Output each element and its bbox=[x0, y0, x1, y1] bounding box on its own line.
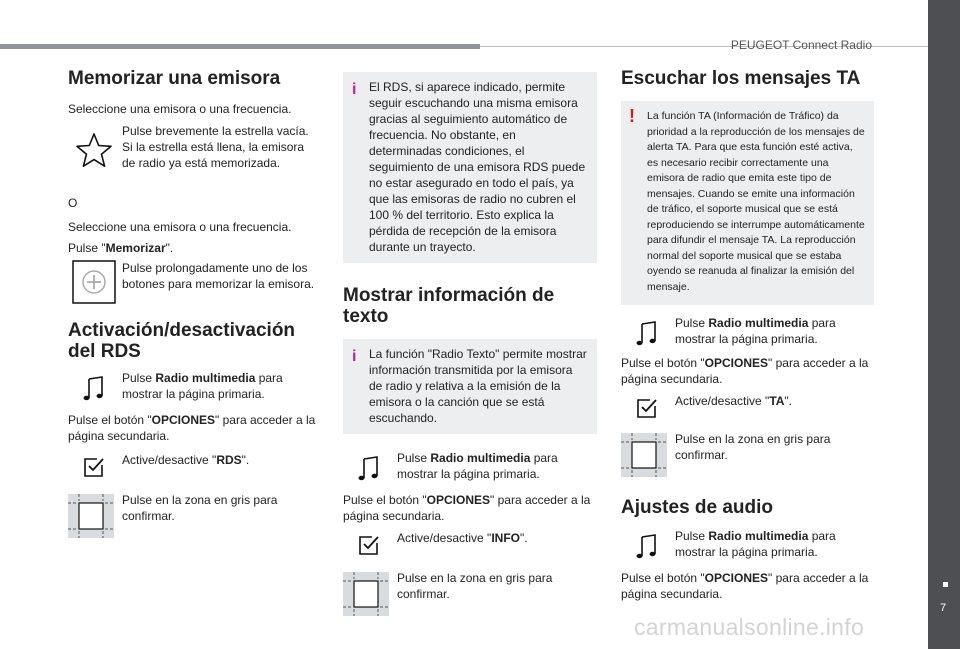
heading-memorize: Memorizar una emisora bbox=[68, 68, 281, 89]
activate-text: Active/desactive "RDS". bbox=[122, 453, 250, 467]
grey-zone-icon bbox=[68, 494, 114, 538]
music-note-icon bbox=[636, 321, 658, 347]
watermark: carmanualsonline.info bbox=[634, 614, 865, 640]
warning-icon: ! bbox=[629, 106, 635, 126]
radio-media-instruction bbox=[621, 315, 874, 347]
header-bar bbox=[0, 44, 480, 49]
activate-text: Active/desactive "TA". bbox=[675, 394, 793, 408]
grey-zone-text: Pulse en la zona en gris para confirmar. bbox=[397, 571, 553, 601]
radio-media-text: Pulse Radio multimedia para mostrar la página primaria. bbox=[122, 371, 283, 401]
grey-zone-text: Pulse en la zona en gris para confirmar. bbox=[122, 493, 278, 523]
hold-instruction bbox=[68, 260, 320, 304]
options-text: Pulse el botón "OPCIONES" para acceder a la página secundaria. bbox=[343, 493, 591, 523]
text-info-box bbox=[343, 339, 597, 434]
options-text: Pulse el botón "OPCIONES" para acceder a la página secundaria. bbox=[68, 413, 316, 443]
music-note-icon bbox=[636, 534, 658, 560]
rds-info-text: El RDS, si aparece indicado, permite seguir escuchando una misma emisora gracias al seguimiento automático de frecuencia. No obstante, en determinadas condiciones, el seguimiento de una emisora RDS puede no estar asegurado en todo el país, ya que las emisoras de radio no cubren el 100 % del territorio. Esto explica la pérdida de recepción de la emisora durante un trayecto. bbox=[369, 80, 586, 254]
grey-zone-text: Pulse en la zona en gris para confirmar. bbox=[675, 432, 831, 462]
checkbox-icon bbox=[636, 397, 658, 419]
ta-warning-box bbox=[621, 101, 874, 305]
music-note-icon bbox=[83, 376, 105, 402]
radio-media-instruction bbox=[343, 450, 597, 482]
activate-instruction bbox=[621, 393, 874, 419]
star-icon bbox=[74, 131, 114, 169]
continue-marker bbox=[943, 582, 948, 587]
checkbox-icon bbox=[358, 534, 380, 556]
info-icon: i bbox=[352, 348, 357, 365]
activate-instruction bbox=[343, 530, 597, 556]
star-instruction bbox=[68, 123, 320, 171]
radio-media-text-2: Pulse Radio multimedia para mostrar la página primaria. bbox=[675, 529, 836, 559]
radio-media-instruction bbox=[68, 370, 320, 402]
activate-text: Active/desactive "INFO". bbox=[397, 531, 528, 545]
options-text-2: Pulse el botón "OPCIONES" para acceder a la página secundaria. bbox=[621, 571, 869, 601]
grey-zone-instruction bbox=[343, 570, 597, 616]
heading-ta: Escuchar los mensajes TA bbox=[621, 68, 861, 89]
add-preset-icon bbox=[72, 260, 116, 304]
radio-media-instruction-2 bbox=[621, 528, 874, 560]
hold-text: Pulse prolongadamente uno de los botones para memorizar la emisora. bbox=[122, 261, 315, 291]
or-text: O bbox=[68, 196, 78, 210]
ta-warning-text: La función TA (Información de Tráfico) da prioridad a la reproducción de los mensajes de alerta TA. Para que esta función esté activa, es necesario recibir correctamente una emisora de radio que emita este tipo de mensajes. Cuando se emite una información de tráfico, el soporte musical que se está reproduciendo se interrumpe automáticamente para difundir el mensaje TA. La reproducción normal del soporte musical que se estaba oyendo se reanuda al finalizar la emisión del mensaje. bbox=[647, 110, 865, 293]
text-info-text: La función "Radio Texto" permite mostrar información transmitida por la emisora de radio y relativa a la emisión de la emisora o la canción que se está escuchando. bbox=[369, 347, 587, 425]
star-text: Pulse brevemente la estrella vacía. Si la estrella está llena, la emisora de radio ya está memorizada. bbox=[122, 124, 309, 170]
heading-text-info: Mostrar información de texto bbox=[343, 285, 555, 327]
page-sidebar bbox=[928, 0, 960, 649]
activate-instruction bbox=[68, 452, 320, 478]
heading-rds: Activación/desactivación del RDS bbox=[68, 320, 296, 362]
radio-media-text: Pulse Radio multimedia para mostrar la página primaria. bbox=[397, 451, 558, 481]
column-3 bbox=[621, 64, 874, 602]
grey-zone-instruction bbox=[621, 431, 874, 477]
column-1 bbox=[68, 64, 320, 538]
select-station-text-2: Seleccione una emisora o una frecuencia. bbox=[68, 220, 292, 234]
checkbox-icon bbox=[83, 456, 105, 478]
grey-zone-instruction bbox=[68, 492, 320, 538]
header-title: PEUGEOT Connect Radio bbox=[730, 38, 872, 52]
column-2 bbox=[343, 64, 597, 616]
page-number: 7 bbox=[940, 602, 947, 614]
press-memorize-text: Pulse "Memorizar". bbox=[68, 241, 174, 255]
options-text: Pulse el botón "OPCIONES" para acceder a la página secundaria. bbox=[621, 356, 869, 386]
music-note-icon bbox=[358, 456, 380, 482]
info-icon: i bbox=[352, 81, 357, 98]
heading-audio: Ajustes de audio bbox=[621, 497, 774, 518]
radio-media-text: Pulse Radio multimedia para mostrar la página primaria. bbox=[675, 316, 836, 346]
grey-zone-icon bbox=[621, 433, 667, 477]
grey-zone-icon bbox=[343, 572, 389, 616]
rds-info-box bbox=[343, 72, 597, 263]
select-station-text: Seleccione una emisora o una frecuencia. bbox=[68, 102, 292, 116]
